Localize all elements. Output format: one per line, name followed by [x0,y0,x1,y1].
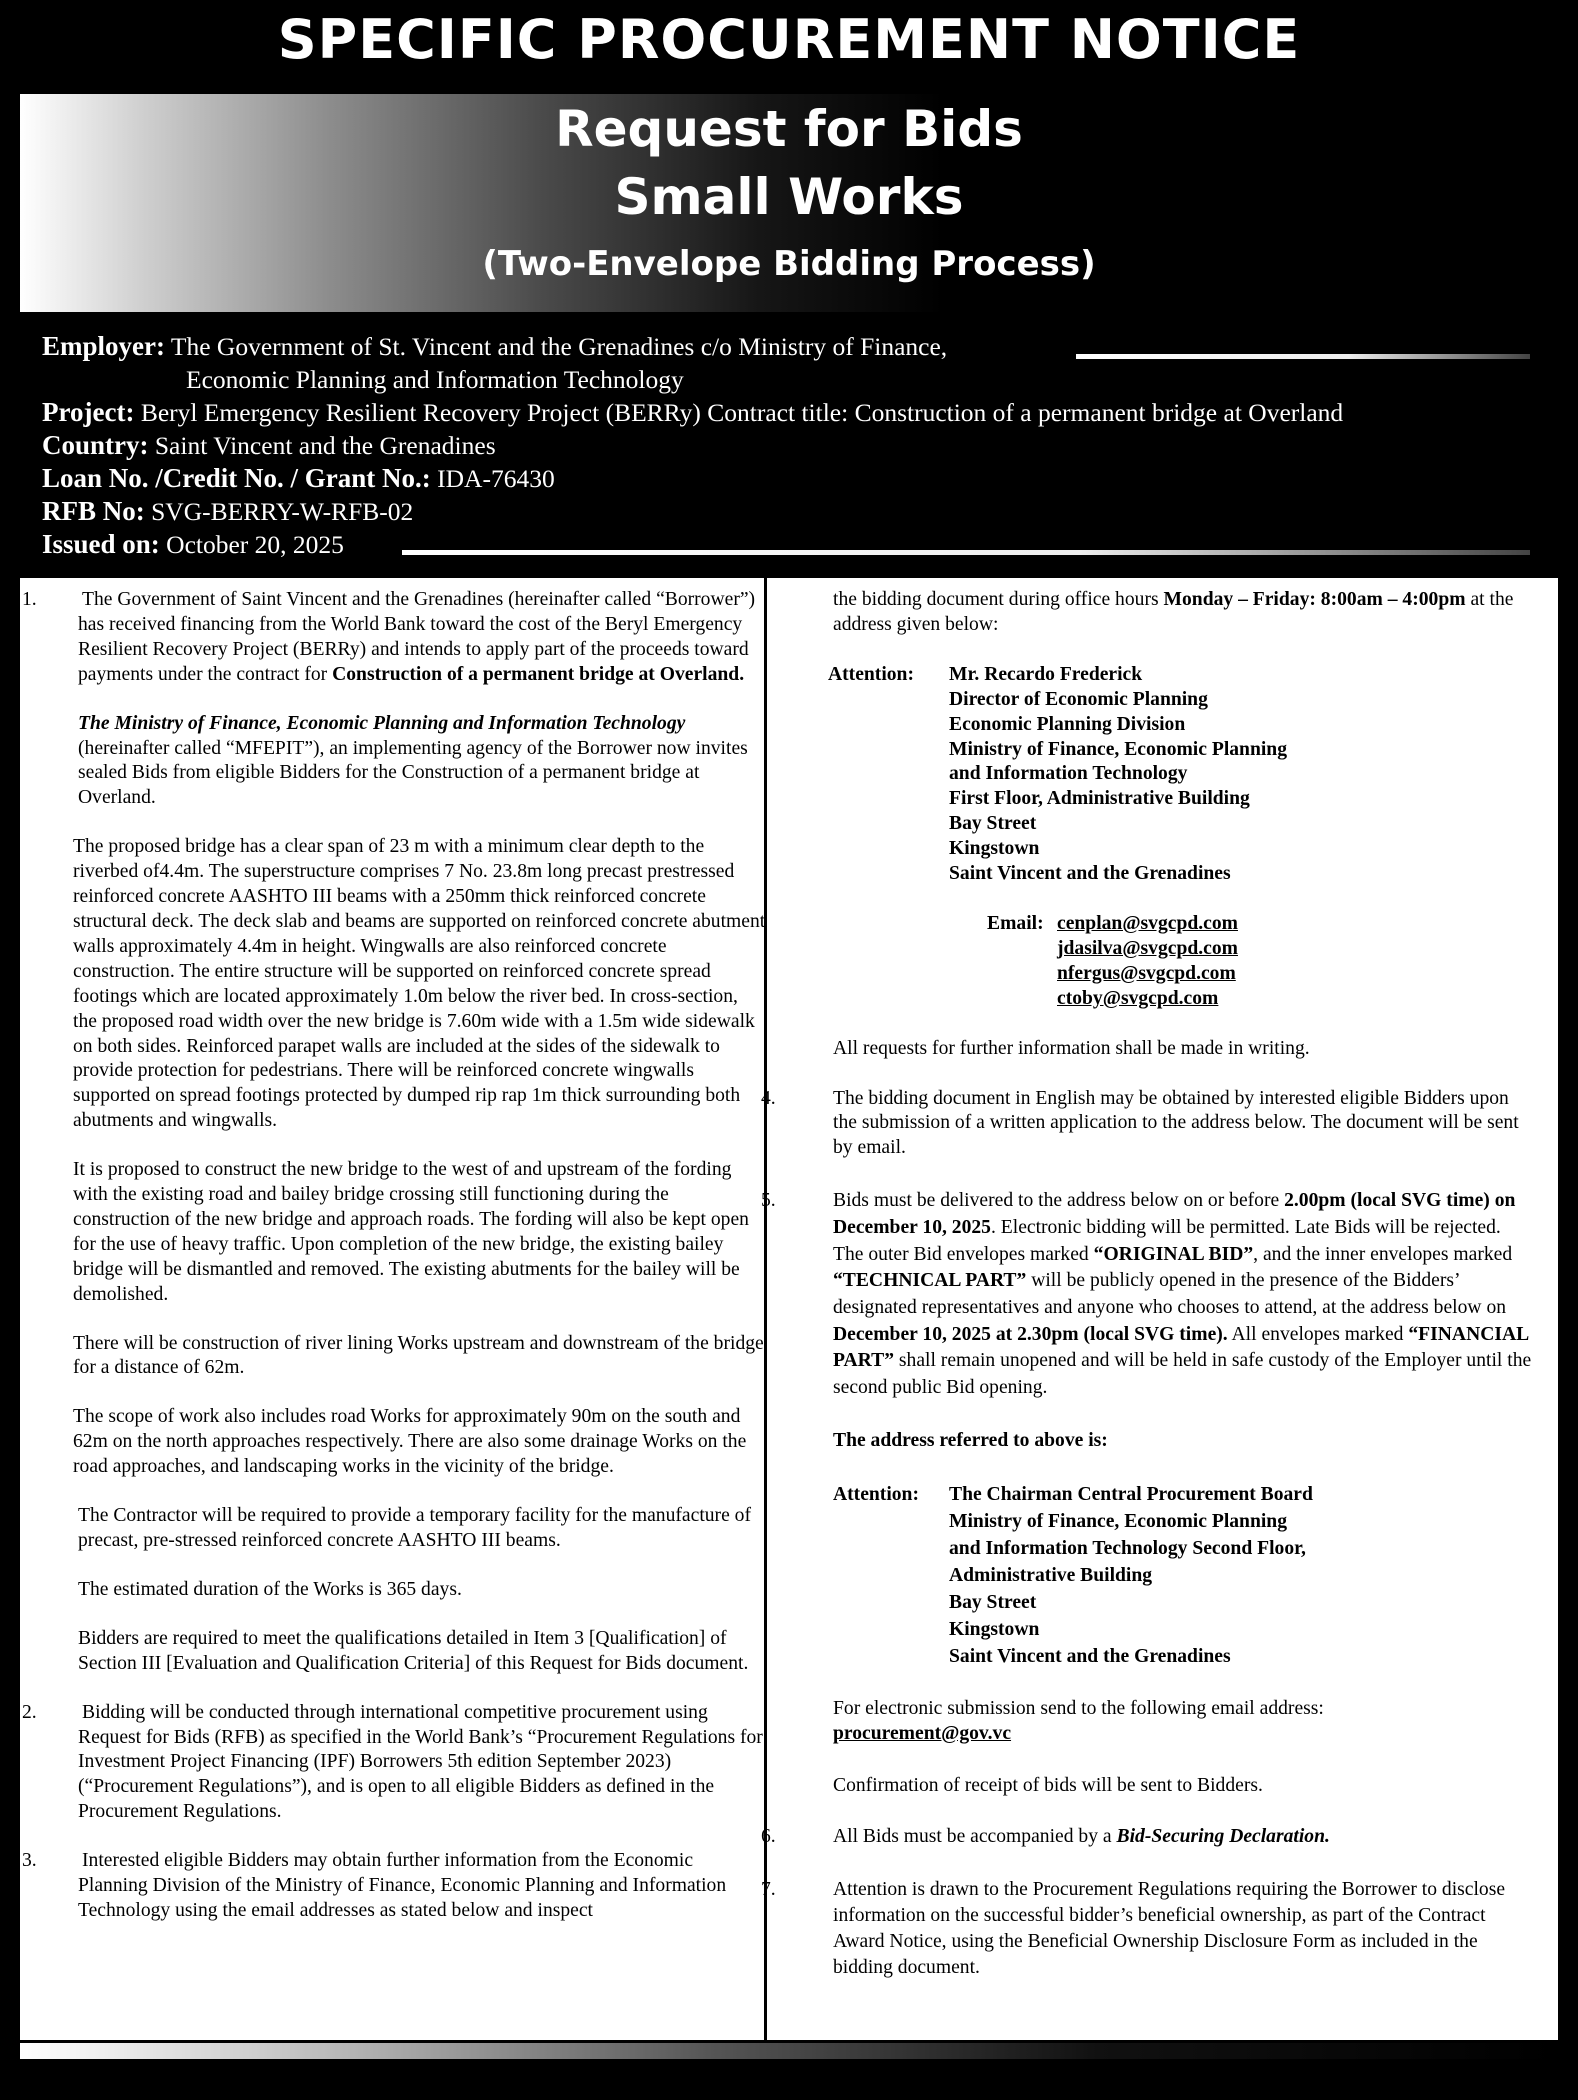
paragraph-text: will be publicly opened in the presence of the Bidders’ designated representatives and anyone who chooses to attend, at the address below on [833,1270,1507,1319]
bottom-gradient-bar [20,2043,1558,2059]
paragraph-number: 5. [761,1190,776,1212]
project-label: Project: [42,397,135,427]
paragraph-scope: The scope of work also includes road Works for approximately 90m on the south and 62m on the north approaches respectively. There are also some drainage Works on the road approaches, and landscaping works in the vicinity of the bridge. [73,1406,747,1478]
paragraph-5 [761,1188,1535,1402]
project-value: Beryl Emergency Resilient Recovery Project (BERRy) Contract title: Construction of a permanent bridge at Overland [140,398,1344,427]
country-row [42,429,1542,462]
paragraph-text: the bidding document during office hours [833,589,1159,610]
notice-meta [42,330,1542,561]
paragraph-3 [22,1849,766,1924]
paragraph-text: The Government of Saint Vincent and the Grenadines (hereinafter called “Borrower”) has received financing from the World Bank toward the cost of the Beryl Emergency Resilient Recovery Project (BERRy) and intends to apply part of the proceeds toward payments under the contract for [78,589,756,685]
banner-line-2: Small Works [614,168,964,226]
paragraph-1 [22,588,766,688]
paragraph-text: All envelopes marked [1231,1323,1404,1345]
banner-line-3: (Two-Envelope Bidding Process) [482,244,1096,284]
paragraph-text: (hereinafter called “MFEPIT”), an implementing agency of the Borrower now invites sealed Bids from eligible Bidders for the Construction of a permanent bridge at Overland. [78,737,748,809]
envelope-label: “TECHNICAL PART” [833,1270,1027,1292]
rfb-label: RFB No: [42,496,145,526]
confirmation-text: Confirmation of receipt of bids will be sent to Bidders. [833,1774,1263,1796]
country-label: Country: [42,430,149,460]
attention-address [949,663,1287,887]
email-link[interactable]: jdasilva@svgcpd.com [1057,937,1238,959]
address-line: Mr. Recardo Frederick [949,663,1143,685]
employer-label: Employer: [42,331,165,361]
paragraph-text: All Bids must be accompanied by a [833,1826,1112,1848]
paragraph-7 [761,1877,1535,1981]
paragraph-text: Attention is drawn to the Procurement Regulations requiring the Borrower to disclose information on the successful bidder’s beneficial ownership, as part of the Contract Award Notice, using the Beneficial Ownership Disclosure Form as included in the bidding document. [833,1879,1506,1979]
address-line: First Floor, Administrative Building [949,788,1250,810]
address-line: Kingstown [949,838,1040,860]
procurement-email [795,1722,1535,1747]
paragraph-number: 2. [22,1701,37,1723]
paragraph-bold: Construction of a permanent bridge at Overland. [332,663,745,685]
address-line: Saint Vincent and the Grenadines [949,1645,1231,1667]
email-block [795,912,1535,1012]
office-hours: Monday – Friday: 8:00am – 4:00pm [1163,589,1466,610]
address-line: and Information Technology [949,763,1188,785]
address-line: Administrative Building [949,1564,1153,1586]
banner-line-1: Request for Bids [555,100,1023,158]
rfb-value: SVG-BERRY-W-RFB-02 [151,497,414,526]
attention-address [949,1481,1313,1670]
paragraph-construction: It is proposed to construct the new bridge to the west of and upstream of the fording with the existing road and bailey bridge crossing still functioning during the construction of the new bridge and approach roads. The fording will also be kept open for the use of heavy traffic. Upon completion of the new bridge, the existing bailey bridge will be dismantled and removed. The existing abutments for the bailey will be demolished. [73,1159,749,1305]
paragraph-text: , and the inner envelopes marked [1253,1243,1513,1265]
header-rule-1 [1076,354,1530,359]
paragraph-writing: All requests for further information shall be made in writing. [833,1037,1310,1059]
loan-label: Loan No. /Credit No. / Grant No.: [42,463,431,493]
address-line: Kingstown [949,1618,1040,1640]
email-label: Email: [987,912,1044,934]
declaration-name: Bid-Securing Declaration. [1116,1826,1330,1848]
issued-row [42,528,1542,561]
address-line: Ministry of Finance, Economic Planning [949,1510,1287,1532]
right-column [761,578,1535,1981]
employer-row-2: Economic Planning and Information Technology [186,365,684,394]
electronic-submission: For electronic submission send to the following email address: [833,1697,1324,1719]
paragraph-text: Interested eligible Bidders may obtain further information from the Economic Planning Division of the Ministry of Finance, Economic Planning and Information Technology using the email addresses as stated below and inspect [78,1850,727,1921]
opening-date: December 10, 2025 at 2.30pm (local SVG time). [833,1323,1228,1345]
project-row [42,396,1542,429]
attention-label: Attention: [828,663,914,685]
country-value: Saint Vincent and the Grenadines [154,431,496,460]
paragraph-text: Bidding will be conducted through international competitive procurement using Request for Bids (RFB) as specified in the World Bank’s “Procurement Regulations for Investment Project Financing (IPF) Borrowers 5th edition September 2023) (“Procurement Regulations”), and is open to all eligible Bidders as defined in the Procurement Regulations. [78,1701,763,1823]
email-link[interactable]: nfergus@svgcpd.com [1057,962,1236,984]
paragraph-duration: The estimated duration of the Works is 365 days. [78,1578,462,1600]
paragraph-text: The bidding document in English may be obtained by interested eligible Bidders upon the submission of a written application to the address below. The document will be sent by email. [833,1087,1519,1159]
address-line: Saint Vincent and the Grenadines [949,863,1231,885]
paragraph-qualifications: Bidders are required to meet the qualifications detailed in Item 3 [Qualification] of Section III [Evaluation and Qualification Criteria] of this Request for Bids document. [78,1627,749,1674]
paragraph-3-continued [795,588,1535,638]
loan-row [42,462,1542,495]
address-line: Bay Street [949,813,1037,835]
rfb-row [42,495,1542,528]
issued-value: October 20, 2025 [166,530,344,559]
paragraph-number: 7. [761,1879,776,1901]
paragraph-river-lining: There will be construction of river lining Works upstream and downstream of the bridge for a distance of 62m. [73,1332,764,1379]
paragraph-4 [761,1087,1535,1162]
header-rule-2 [402,550,1530,555]
email-link[interactable]: ctoby@svgcpd.com [1057,987,1219,1009]
paragraph-text: . Electronic bidding will be permitted. Late Bids will be rejected. The outer Bid envelopes marked [833,1216,1501,1265]
paragraph-number: 1. [22,589,37,610]
email-list [1057,912,1238,1012]
email-link[interactable]: cenplan@svgcpd.com [1057,912,1238,934]
deadline: 2.00pm (local SVG time) on December 10, 2025 [833,1190,1516,1238]
envelope-label: “ORIGINAL BID” [1093,1243,1254,1265]
issued-label: Issued on: [42,529,160,559]
attention-block-1 [795,663,1535,887]
paragraph-bridge-spec: The proposed bridge has a clear span of 23 m with a minimum clear depth to the riverbed of4.4m. The superstructure comprises 7 No. 23.8m long precast prestressed reinforced concrete AASHTO III beams with a 250mm thick reinforced concrete structural deck. The deck slab and beams are supported on reinforced concrete abutment walls approximately 4.4m in height. Wingwalls are also reinforced concrete construction. The entire structure will be supported on reinforced concrete spread footings which are located approximately 1.0m below the river bed. In cross-section, the proposed road width over the new bridge is 7.60m wide with a 1.5m wide sidewalk on both sides. Reinforced parapet walls are included at the sides of the sidewalk to provide protection for pedestrians. There will be reinforced concrete wingwalls supported on spread footings protected by dumped rip rap 1m thick surrounding both abutments and wingwalls. [73,836,766,1132]
address-line: The Chairman Central Procurement Board [949,1483,1313,1505]
employer-value: The Government of St. Vincent and the Grenadines c/o Ministry of Finance, [170,332,948,361]
address-heading: The address referred to above is: [833,1429,1108,1451]
address-line: Director of Economic Planning [949,688,1208,710]
paragraph-6 [761,1825,1535,1850]
address-line: Bay Street [949,1591,1037,1613]
address-line: Economic Planning Division [949,713,1186,735]
paragraph-number: 4. [761,1087,776,1109]
address-line: Ministry of Finance, Economic Planning [949,738,1287,760]
address-line: and Information Technology Second Floor, [949,1537,1306,1559]
attention-block-2 [795,1481,1535,1670]
paragraph-text: Bids must be delivered to the address below on or before [833,1190,1280,1212]
ministry-name: The Ministry of Finance, Economic Planning and Information Technology [78,712,686,734]
paragraph-text: at the address given below: [833,589,1514,635]
paragraph-text: shall remain unopened and will be held in safe custody of the Employer until the second public Bid opening. [833,1350,1532,1399]
paragraph-2 [22,1701,766,1826]
paragraph-number: 6. [761,1826,776,1848]
notice-title: SPECIFIC PROCUREMENT NOTICE [277,8,1301,71]
left-column [22,578,766,1924]
paragraph-mfepit [28,712,766,812]
paragraph-number: 3. [22,1850,37,1872]
paragraph-contractor: The Contractor will be required to provide a temporary facility for the manufacture of precast, pre-stressed reinforced concrete AASHTO III beams. [78,1505,751,1551]
email-link[interactable]: procurement@gov.vc [833,1722,1012,1744]
envelope-label: “FINANCIAL PART” [833,1323,1529,1372]
loan-value: IDA-76430 [437,464,555,493]
attention-label: Attention: [833,1483,919,1505]
